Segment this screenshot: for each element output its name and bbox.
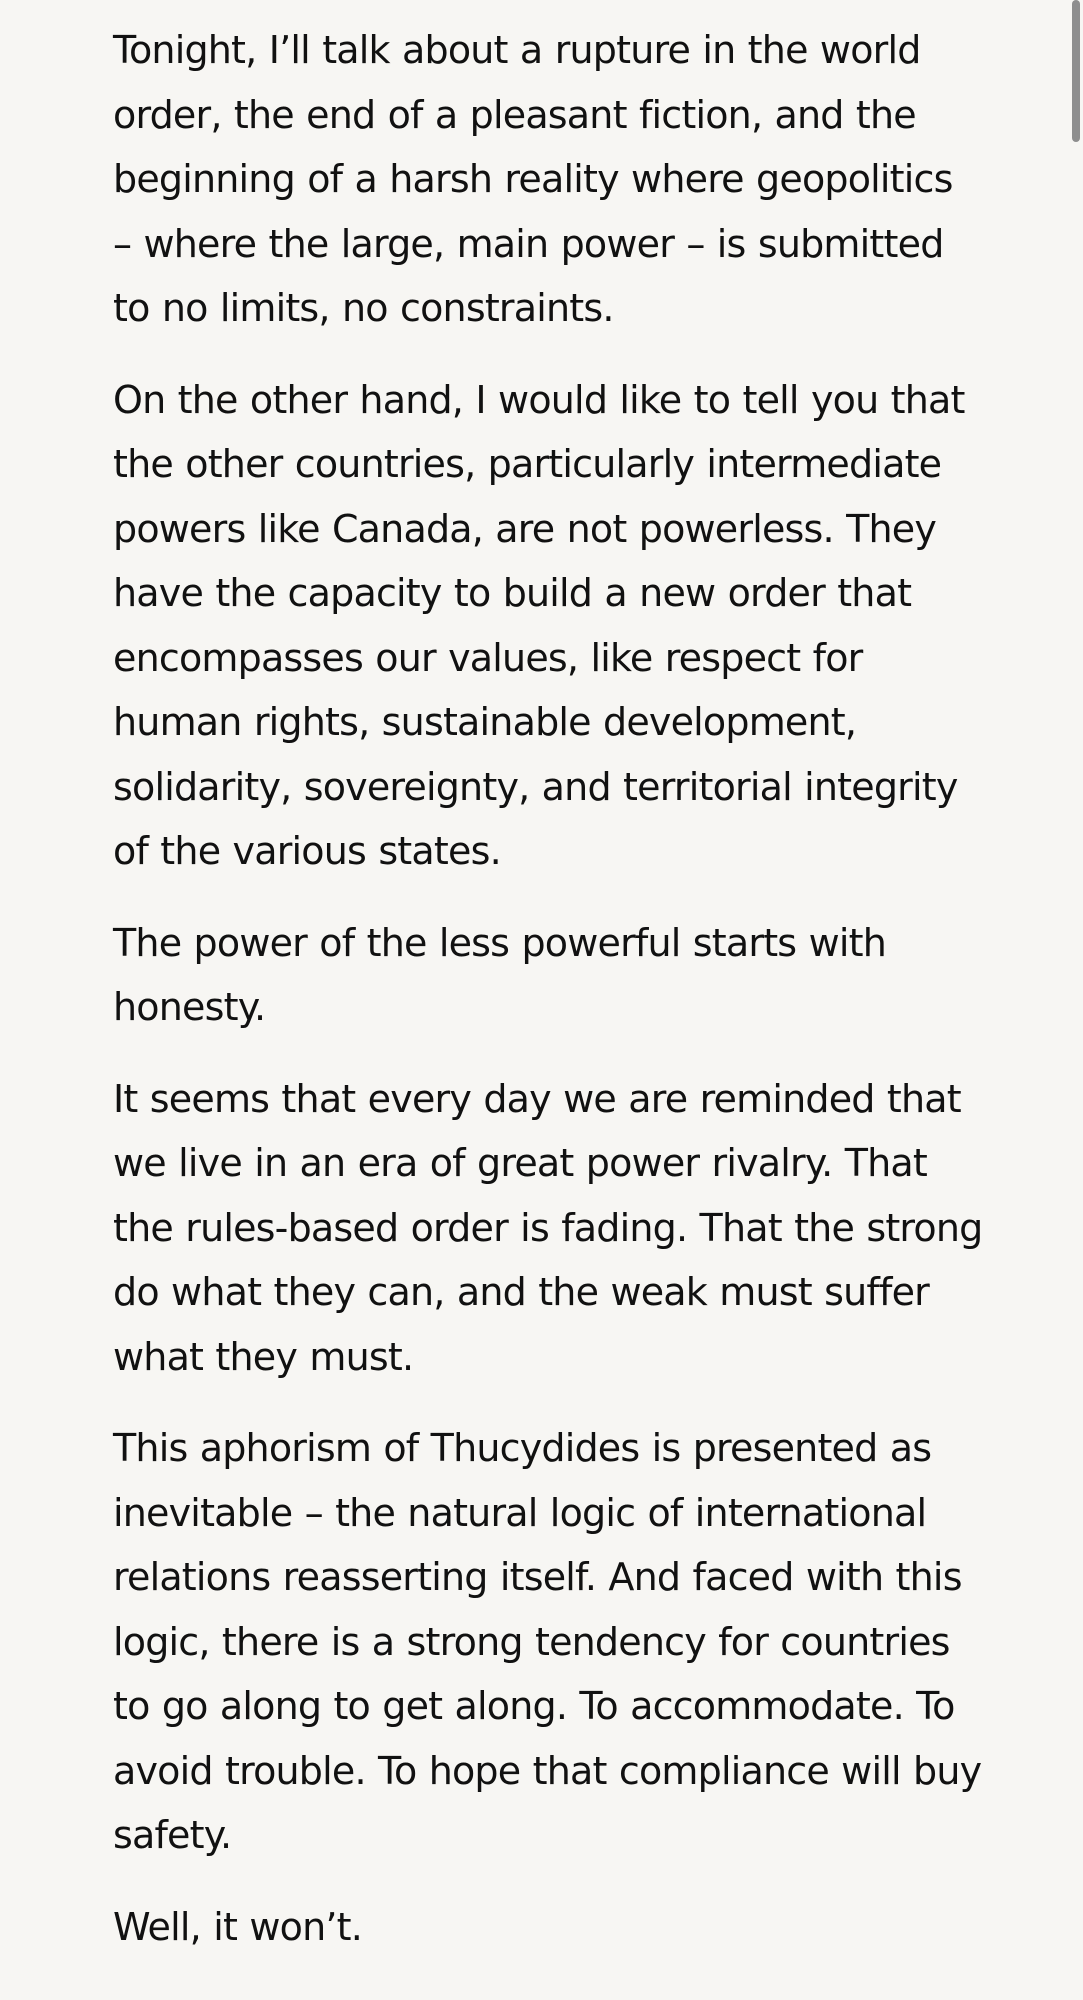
paragraph-intermediate-powers: On the other hand, I would like to tell you that the other countries, particularly intermediate powers like Canada, are not powerless. They have the capacity to build a new order that encompasses our values, like respect for human rights, sustainable development, solidarity, sovereignty, and territorial integrity of the various states. — [113, 377, 965, 873]
vertical-scrollbar[interactable] — [1069, 0, 1083, 2000]
paragraph-honesty: The power of the less powerful starts with honesty. — [113, 920, 886, 1029]
paragraph-thucydides: This aphorism of Thucydides is presented as inevitable – the natural logic of international relations reasserting itself. And faced with this logic, there is a strong tendency for countries to go along to get along. To accommodate. To avoid trouble. To hope that compliance will buy safety. — [113, 1426, 982, 1857]
paragraph-rupture: Tonight, I’ll talk about a rupture in the world order, the end of a pleasant fiction, and the beginning of a harsh reality where geopolitics – where the large, main power – is submitted to no limits, no constraints. — [113, 28, 953, 330]
paragraph-power-rivalry: It seems that every day we are reminded that we live in an era of great power rivalry. That the rules-based order is fading. That the strong do what they can, and the weak must suffer what they must. — [113, 1076, 983, 1379]
article-body — [113, 18, 983, 1986]
scrollbar-thumb[interactable] — [1072, 0, 1080, 142]
paragraph-conclusion: Well, it won’t. — [113, 1904, 363, 1949]
